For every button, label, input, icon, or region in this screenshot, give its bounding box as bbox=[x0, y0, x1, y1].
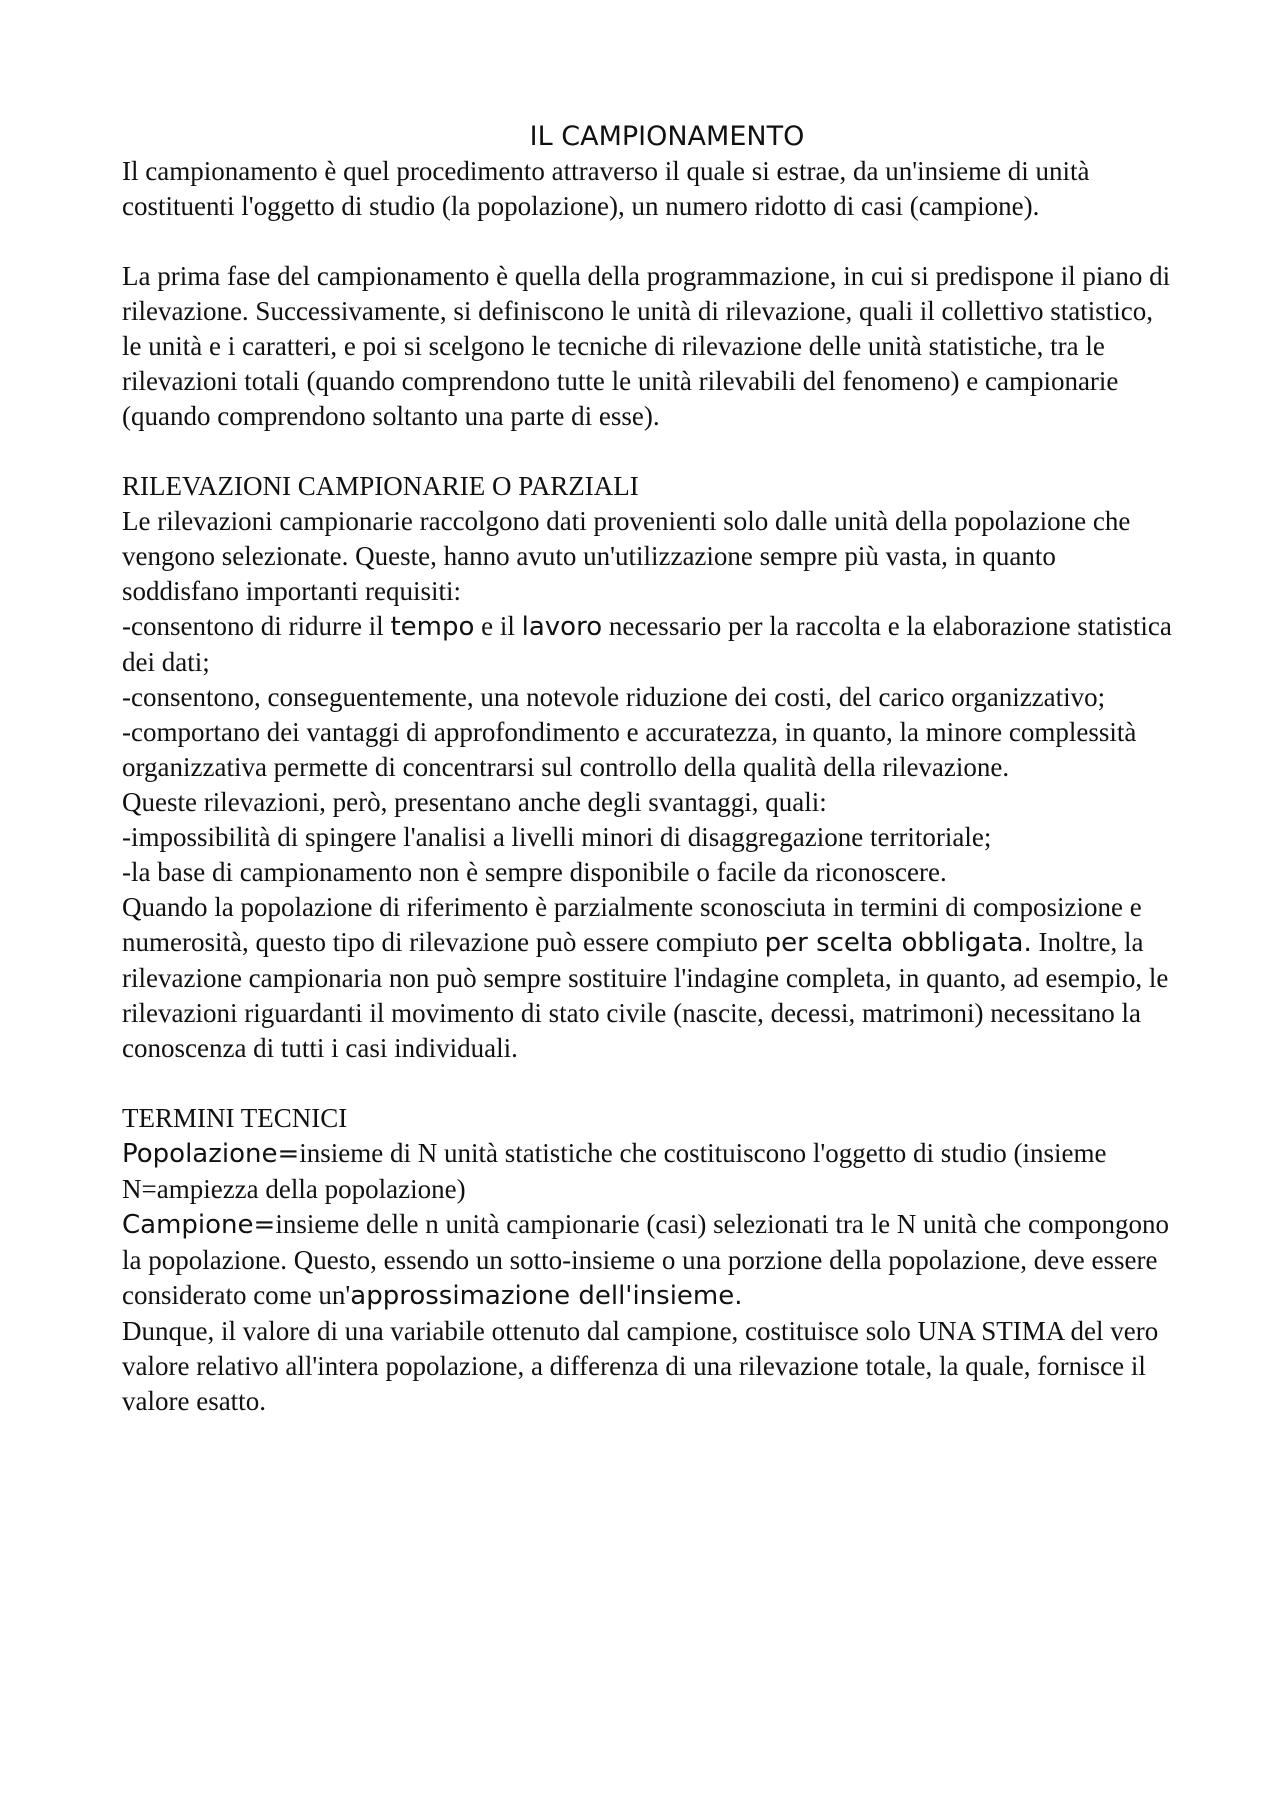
emphasis-approssimazione: approssimazione dell'insieme. bbox=[350, 1281, 743, 1311]
intro-paragraph: Il campionamento è quel procedimento attraverso il quale si estrae, da un'insieme di unità costituenti l'oggetto di studio (la popolazione), un numero ridotto di casi (campione). bbox=[122, 156, 1090, 221]
paragraph-gap bbox=[122, 434, 1172, 469]
disadvantage-item-1: -impossibilità di spingere l'analisi a livelli minori di disaggregazione territoriale; bbox=[122, 822, 992, 852]
definition-popolazione bbox=[122, 1136, 1172, 1207]
paragraph-gap bbox=[122, 224, 1172, 259]
advantage-item-1-text-b: e il bbox=[474, 611, 522, 641]
definition-campione bbox=[122, 1207, 1172, 1314]
advantage-item-1-text-c: necessario per la raccolta e la elaborazione statistica dei dati; bbox=[122, 611, 1172, 677]
final-text-b: Inoltre, la rilevazione campionaria non può sempre sostituire l'indagine completa, in quanto, ad esempio, le rilevazioni riguardanti il movimento di stato civile (nascite, decessi, matrimoni) necessitano la conoscenza di tutti i casi individuali. bbox=[122, 927, 1169, 1063]
term-popolazione: Popolazione= bbox=[122, 1139, 300, 1169]
emphasis-scelta-obbligata: per scelta obbligata. bbox=[764, 928, 1032, 958]
definition-campione-text-a: insieme delle n unità campionarie (casi) selezionati tra le N unità che compongono la popolazione. Questo, essendo un sotto-insieme o una porzione della popolazione, deve essere considerato come un' bbox=[122, 1209, 1169, 1310]
disadvantage-item-2: -la base di campionamento non è sempre disponibile o facile da riconoscere. bbox=[122, 857, 947, 887]
emphasis-lavoro: lavoro bbox=[521, 612, 603, 642]
final-paragraph bbox=[122, 890, 1172, 1066]
advantage-item-3: -comportano dei vantaggi di approfondimento e accuratezza, in quanto, la minore complessità organizzativa permette di concentrarsi sul controllo della qualità della rilevazione. bbox=[122, 717, 1137, 782]
stima-paragraph: Dunque, il valore di una variabile ottenuto dal campione, costituisce solo UNA STIMA del vero valore relativo all'intera popolazione, a differenza di una rilevazione totale, la quale, fornisce il valore esatto. bbox=[122, 1316, 1159, 1416]
term-campione: Campione= bbox=[122, 1210, 276, 1240]
definition-popolazione-text: insieme di N unità statistiche che costituiscono l'oggetto di studio (insieme N=ampiezza della popolazione) bbox=[122, 1138, 1107, 1204]
document-page bbox=[122, 120, 1172, 1419]
emphasis-tempo: tempo bbox=[390, 612, 475, 642]
disadvantages-intro: Queste rilevazioni, però, presentano anche degli svantaggi, quali: bbox=[122, 787, 827, 817]
final-text-a: Quando la popolazione di riferimento è parzialmente sconosciuta in termini di composizione e numerosità, questo tipo di rilevazione può essere compiuto bbox=[122, 892, 1142, 957]
advantage-item-2: -consentono, conseguentemente, una notevole riduzione dei costi, del carico organizzativo; bbox=[122, 682, 1106, 712]
advantage-item-1 bbox=[122, 609, 1172, 680]
paragraph-gap bbox=[122, 1066, 1172, 1101]
section-heading-rilevazioni: RILEVAZIONI CAMPIONARIE O PARZIALI bbox=[122, 471, 639, 501]
document-title: IL CAMPIONAMENTO bbox=[529, 121, 805, 152]
rilevazioni-paragraph: Le rilevazioni campionarie raccolgono dati provenienti solo dalle unità della popolazione che vengono selezionate. Queste, hanno avuto un'utilizzazione sempre più vasta, in quanto soddisfano importanti requisiti: bbox=[122, 506, 1131, 606]
section-heading-termini: TERMINI TECNICI bbox=[122, 1103, 348, 1133]
advantage-item-1-text-a: -consentono di ridurre il bbox=[122, 611, 391, 641]
phases-paragraph: La prima fase del campionamento è quella della programmazione, in cui si predispone il piano di rilevazione. Successivamente, si definiscono le unità di rilevazione, quali il collettivo statistico, le unità e i caratteri, e poi si scelgono le tecniche di rilevazione delle unità statistiche, tra le rilevazioni totali (quando comprendono tutte le unità rilevabili del fenomeno) e campionarie (quando comprendono soltanto una parte di esse). bbox=[122, 261, 1171, 431]
